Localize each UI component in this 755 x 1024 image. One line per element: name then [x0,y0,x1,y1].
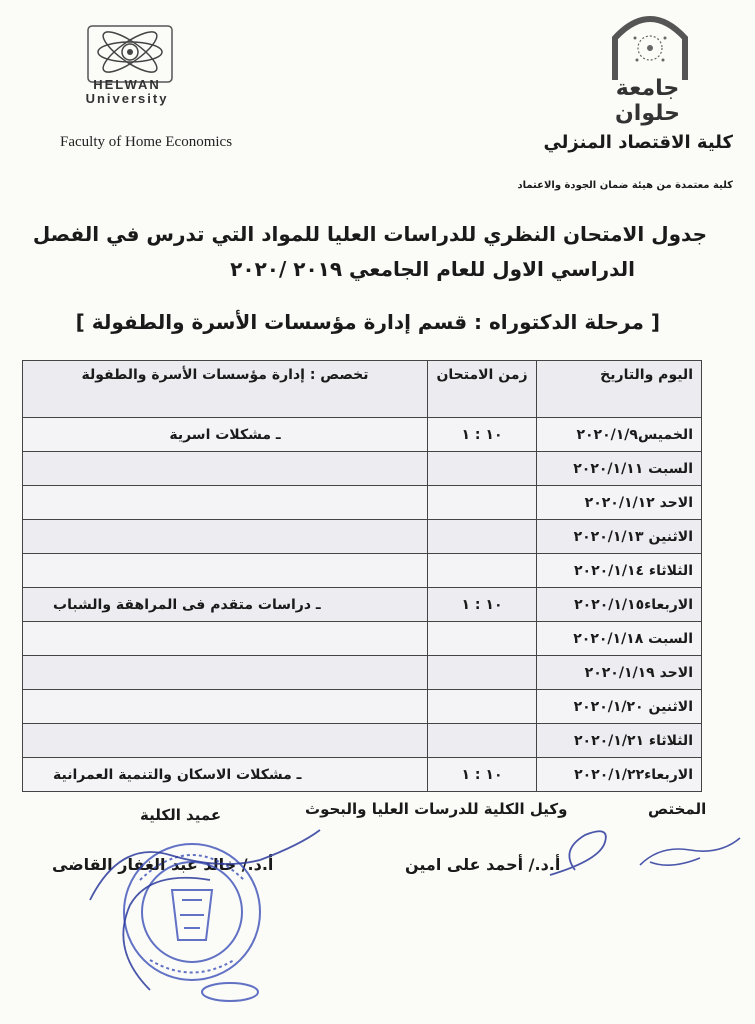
cell-date: الاربعاء٢٠٢٠/١/٢٢ [537,758,702,792]
university-name-ar: جامعة حلوان [615,76,680,126]
arch-emblem-icon [585,8,715,83]
table-header-row [23,361,702,418]
cell-subject [23,520,428,554]
document-title-line1: جدول الامتحان النظري للدراسات العليا للمواد التي تدرس في الفصل [32,222,707,246]
university-name-en-line1: HELWAN [93,77,161,92]
table-row [23,520,702,554]
table-row [23,554,702,588]
cell-date: الاثنين ٢٠٢٠/١/١٣ [537,520,702,554]
cell-date: السبت ٢٠٢٠/١/١٨ [537,622,702,656]
header-subject: تخصص : إدارة مؤسسات الأسرة والطفولة [23,361,428,418]
cell-time [428,656,537,690]
stage-heading: [ مرحلة الدكتوراه : قسم إدارة مؤسسات الأسرة والطفولة ] [75,310,660,334]
cell-subject [23,452,428,486]
cell-subject [23,622,428,656]
specialist-signature [640,838,740,865]
cell-date: الخميس٢٠٢٠/١/٩ [537,418,702,452]
cell-subject [23,554,428,588]
cell-time [428,690,537,724]
cell-time [428,486,537,520]
specialist-role: المختص [648,800,707,818]
cell-time [428,452,537,486]
table-row [23,418,702,452]
faculty-name-en: Faculty of Home Economics [60,134,233,150]
header-time: زمن الامتحان [428,361,537,418]
university-name-en-line2: University [85,91,169,106]
table-row [23,656,702,690]
cell-date: الثلاثاء ٢٠٢٠/١/١٤ [537,554,702,588]
accreditation-note: كلية معتمدة من هيئة ضمان الجودة والاعتماد [517,180,733,191]
cell-time [428,554,537,588]
cell-date: الاربعاء٢٠٢٠/١/١٥ [537,588,702,622]
table-row [23,724,702,758]
table-row [23,690,702,724]
faculty-name-ar: كلية الاقتصاد المنزلي [543,132,733,153]
dean-name: أ.د./ خالد عبد الغفار القاضى [52,855,274,874]
university-name-en [72,78,182,106]
cell-subject [23,690,428,724]
table-row [23,758,702,792]
cell-date: السبت ٢٠٢٠/١/١١ [537,452,702,486]
cell-date: الاثنين ٢٠٢٠/١/٢٠ [537,690,702,724]
cell-time: ١٠ : ١ [428,588,537,622]
table-row [23,486,702,520]
cell-subject: ـ مشكلات اسرية [23,418,428,452]
table-row [23,452,702,486]
cell-subject [23,656,428,690]
cell-time [428,622,537,656]
cell-date: الاحد ٢٠٢٠/١/١٩ [537,656,702,690]
dean-signature [90,830,320,990]
document-title-line2: الدراسي الاول للعام الجامعي ٢٠١٩ /٢٠٢٠ [230,257,635,281]
cell-subject [23,486,428,520]
cell-subject: ـ مشكلات الاسكان والتنمية العمرانية [23,758,428,792]
vice-dean-name: أ.د./ أحمد على امين [405,855,561,874]
cell-time [428,724,537,758]
dean-role: عميد الكلية [140,806,222,824]
cell-time [428,520,537,554]
table-row [23,588,702,622]
table-row [23,622,702,656]
cell-subject [23,724,428,758]
cell-subject: ـ دراسات متقدم فى المراهقة والشباب [23,588,428,622]
cell-date: الاحد ٢٠٢٠/١/١٢ [537,486,702,520]
cell-date: الثلاثاء ٢٠٢٠/١/٢١ [537,724,702,758]
header-date: اليوم والتاريخ [537,361,702,418]
vice-dean-role: وكيل الكلية للدرسات العليا والبحوث [305,800,568,818]
exam-schedule-table [22,360,702,792]
cell-time: ١٠ : ١ [428,758,537,792]
cell-time: ١٠ : ١ [428,418,537,452]
